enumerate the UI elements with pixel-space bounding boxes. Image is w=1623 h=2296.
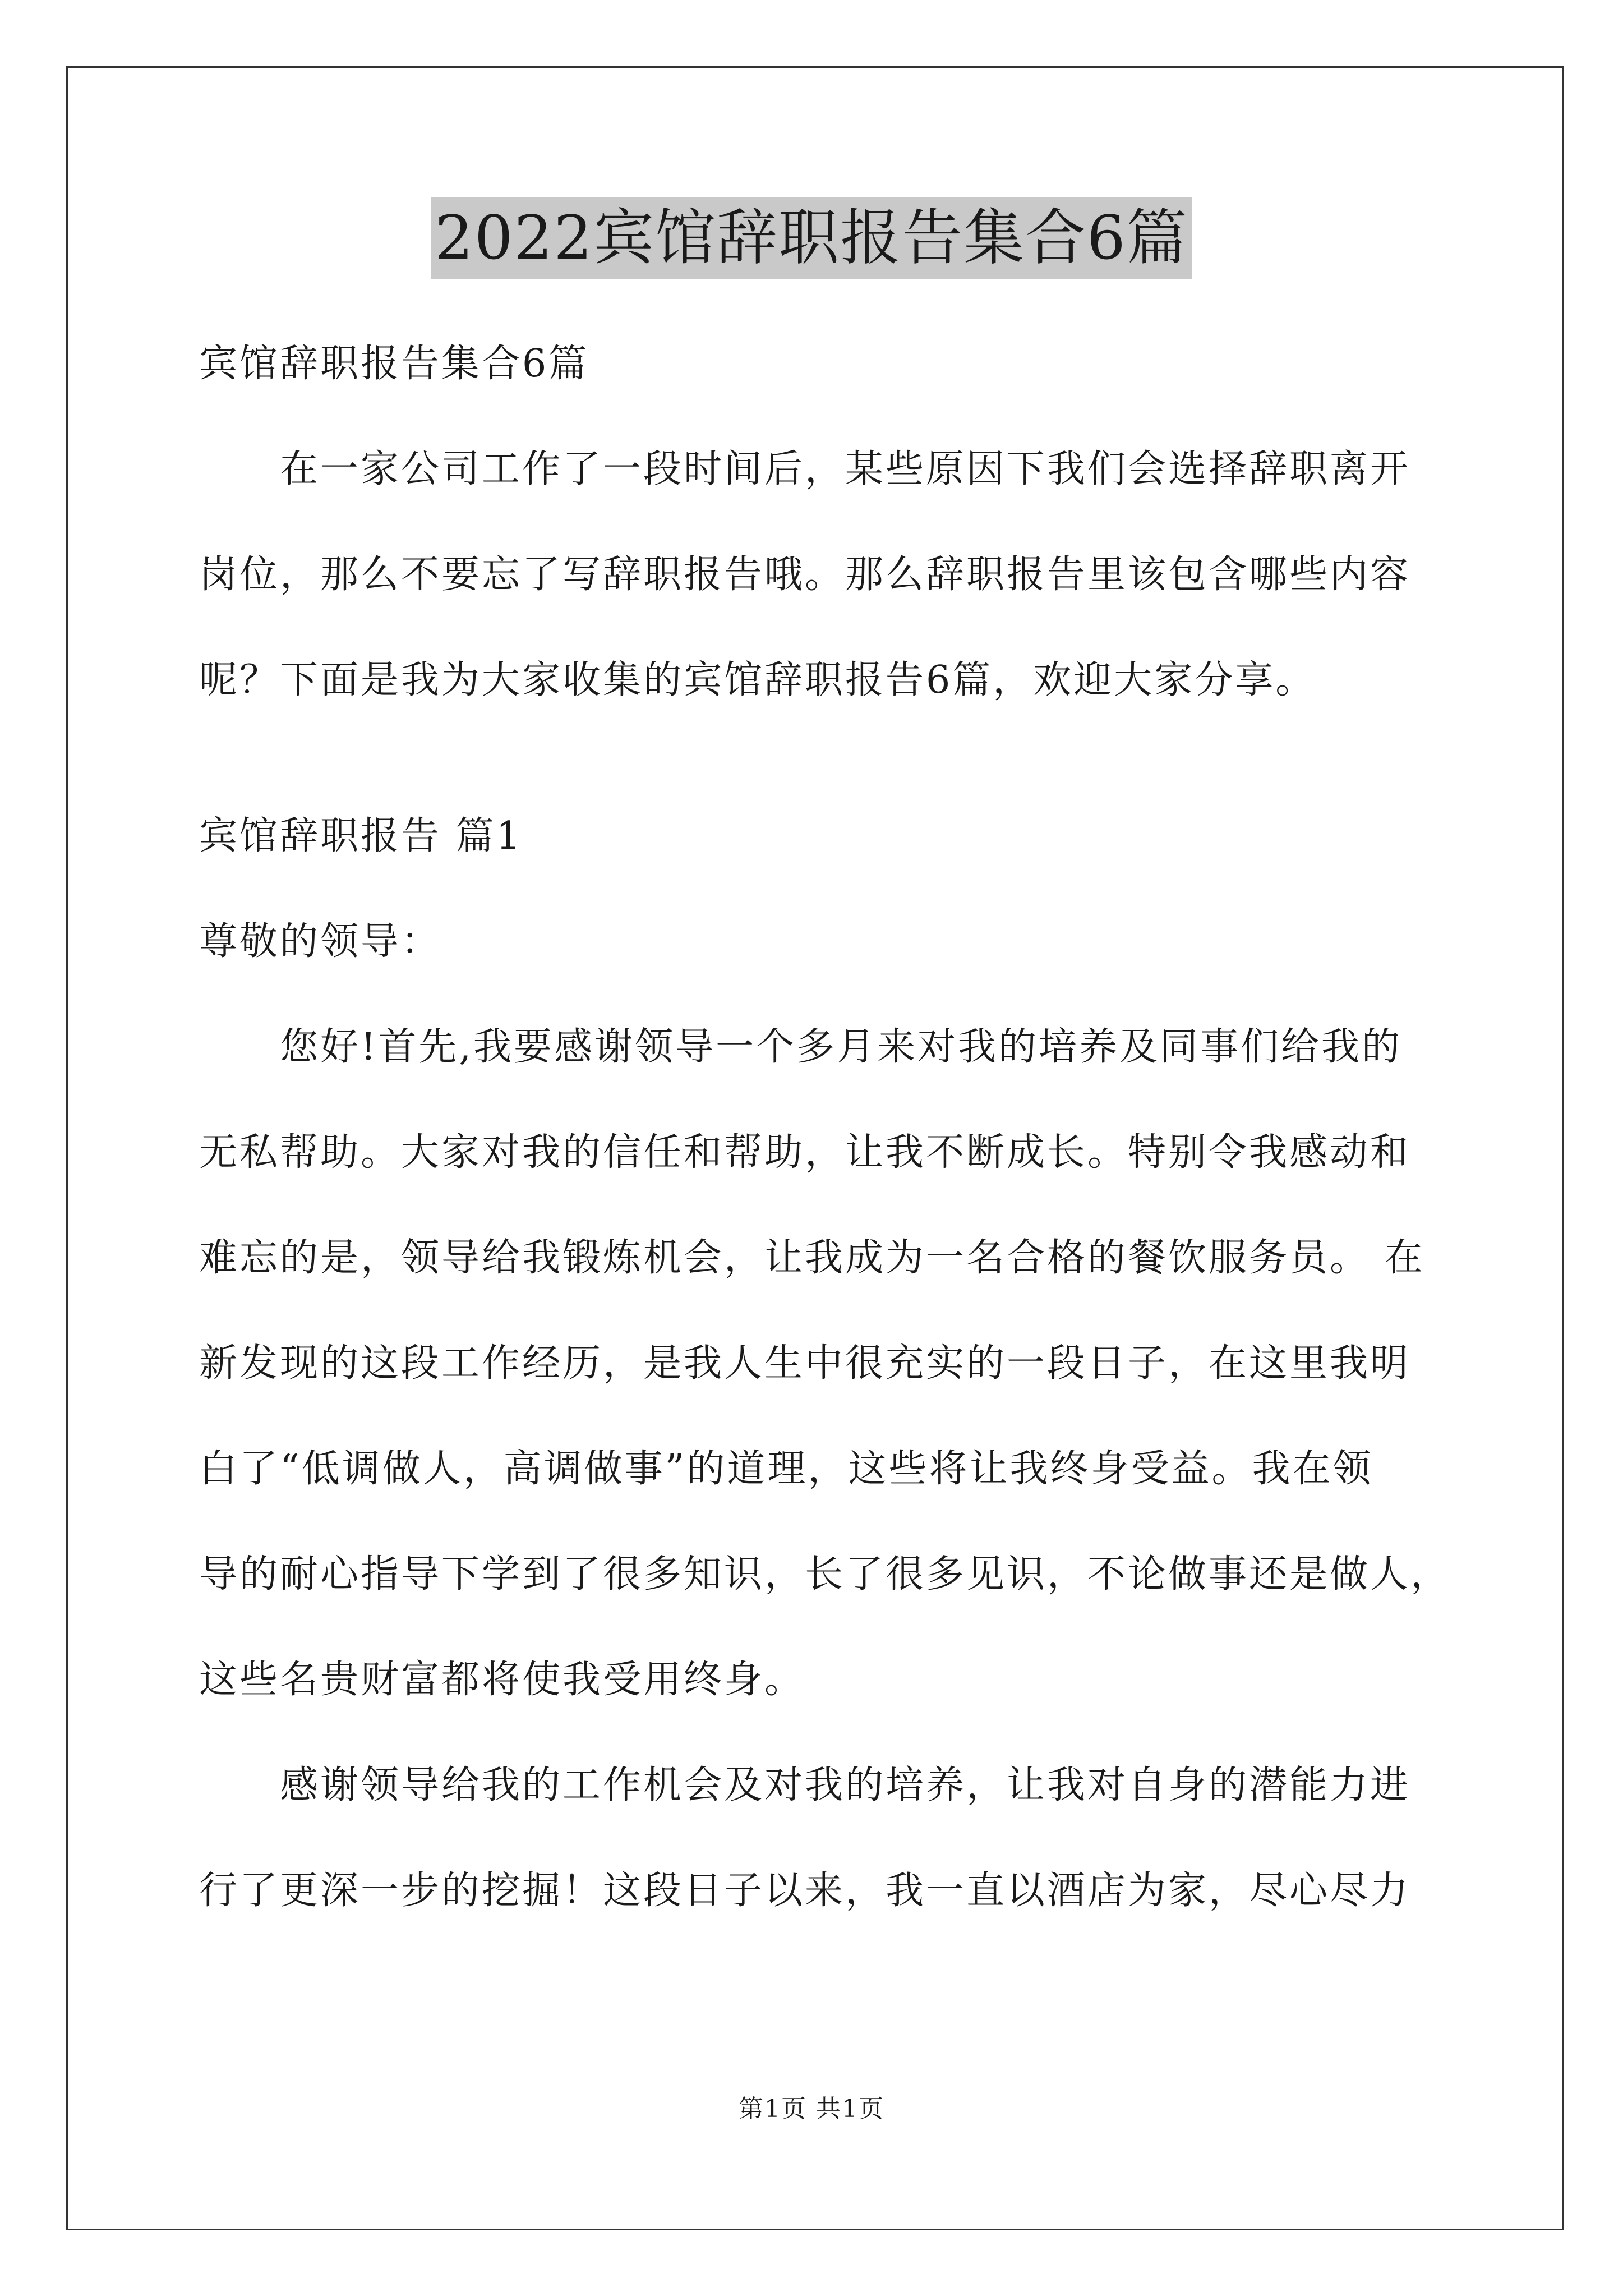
page-number-footer: 第1页 共1页 bbox=[739, 2095, 884, 2123]
intro-line: 呢？下面是我为大家收集的宾馆辞职报告6篇，欢迎大家分享。 bbox=[199, 658, 1316, 702]
intro-line: 岗位，那么不要忘了写辞职报告哦。那么辞职报告里该包含哪些内容 bbox=[199, 553, 1411, 597]
section-heading: 宾馆辞职报告 篇1 bbox=[199, 814, 523, 858]
paragraph-line: 这些名贵财富都将使我受用终身。 bbox=[199, 1658, 805, 1702]
paragraph-line: 难忘的是，领导给我锻炼机会，让我成为一名合格的餐饮服务员。 在 bbox=[199, 1236, 1425, 1280]
salutation: 尊敬的领导： bbox=[199, 919, 442, 964]
intro-line: 在一家公司工作了一段时间后，某些原因下我们会选择辞职离开 bbox=[280, 447, 1411, 491]
paragraph-line: 导的耐心指导下学到了很多知识，长了很多见识，不论做事还是做人， bbox=[199, 1552, 1451, 1596]
paragraph-line: 感谢领导给我的工作机会及对我的培养，让我对自身的潜能力进 bbox=[280, 1763, 1411, 1807]
subtitle: 宾馆辞职报告集合6篇 bbox=[199, 342, 589, 386]
document-body bbox=[199, 311, 1461, 1944]
paragraph-line: 白了“低调做人，高调做事”的道理，这些将让我终身受益。我在领 bbox=[199, 1447, 1373, 1491]
section-gap bbox=[199, 733, 1461, 784]
paragraph-line: 无私帮助。大家对我的信任和帮助，让我不断成长。特别令我感动和 bbox=[199, 1130, 1411, 1175]
paragraph-line: 您好!首先,我要感谢领导一个多月来对我的培养及同事们给我的 bbox=[280, 1025, 1402, 1069]
paragraph-line: 新发现的这段工作经历，是我人生中很充实的一段日子，在这里我明 bbox=[199, 1341, 1411, 1386]
title-wrap bbox=[0, 197, 1623, 279]
document-title: 2022宾馆辞职报告集合6篇 bbox=[431, 197, 1192, 279]
paragraph-line: 行了更深一步的挖掘！这段日子以来，我一直以酒店为家，尽心尽力 bbox=[199, 1869, 1411, 1913]
